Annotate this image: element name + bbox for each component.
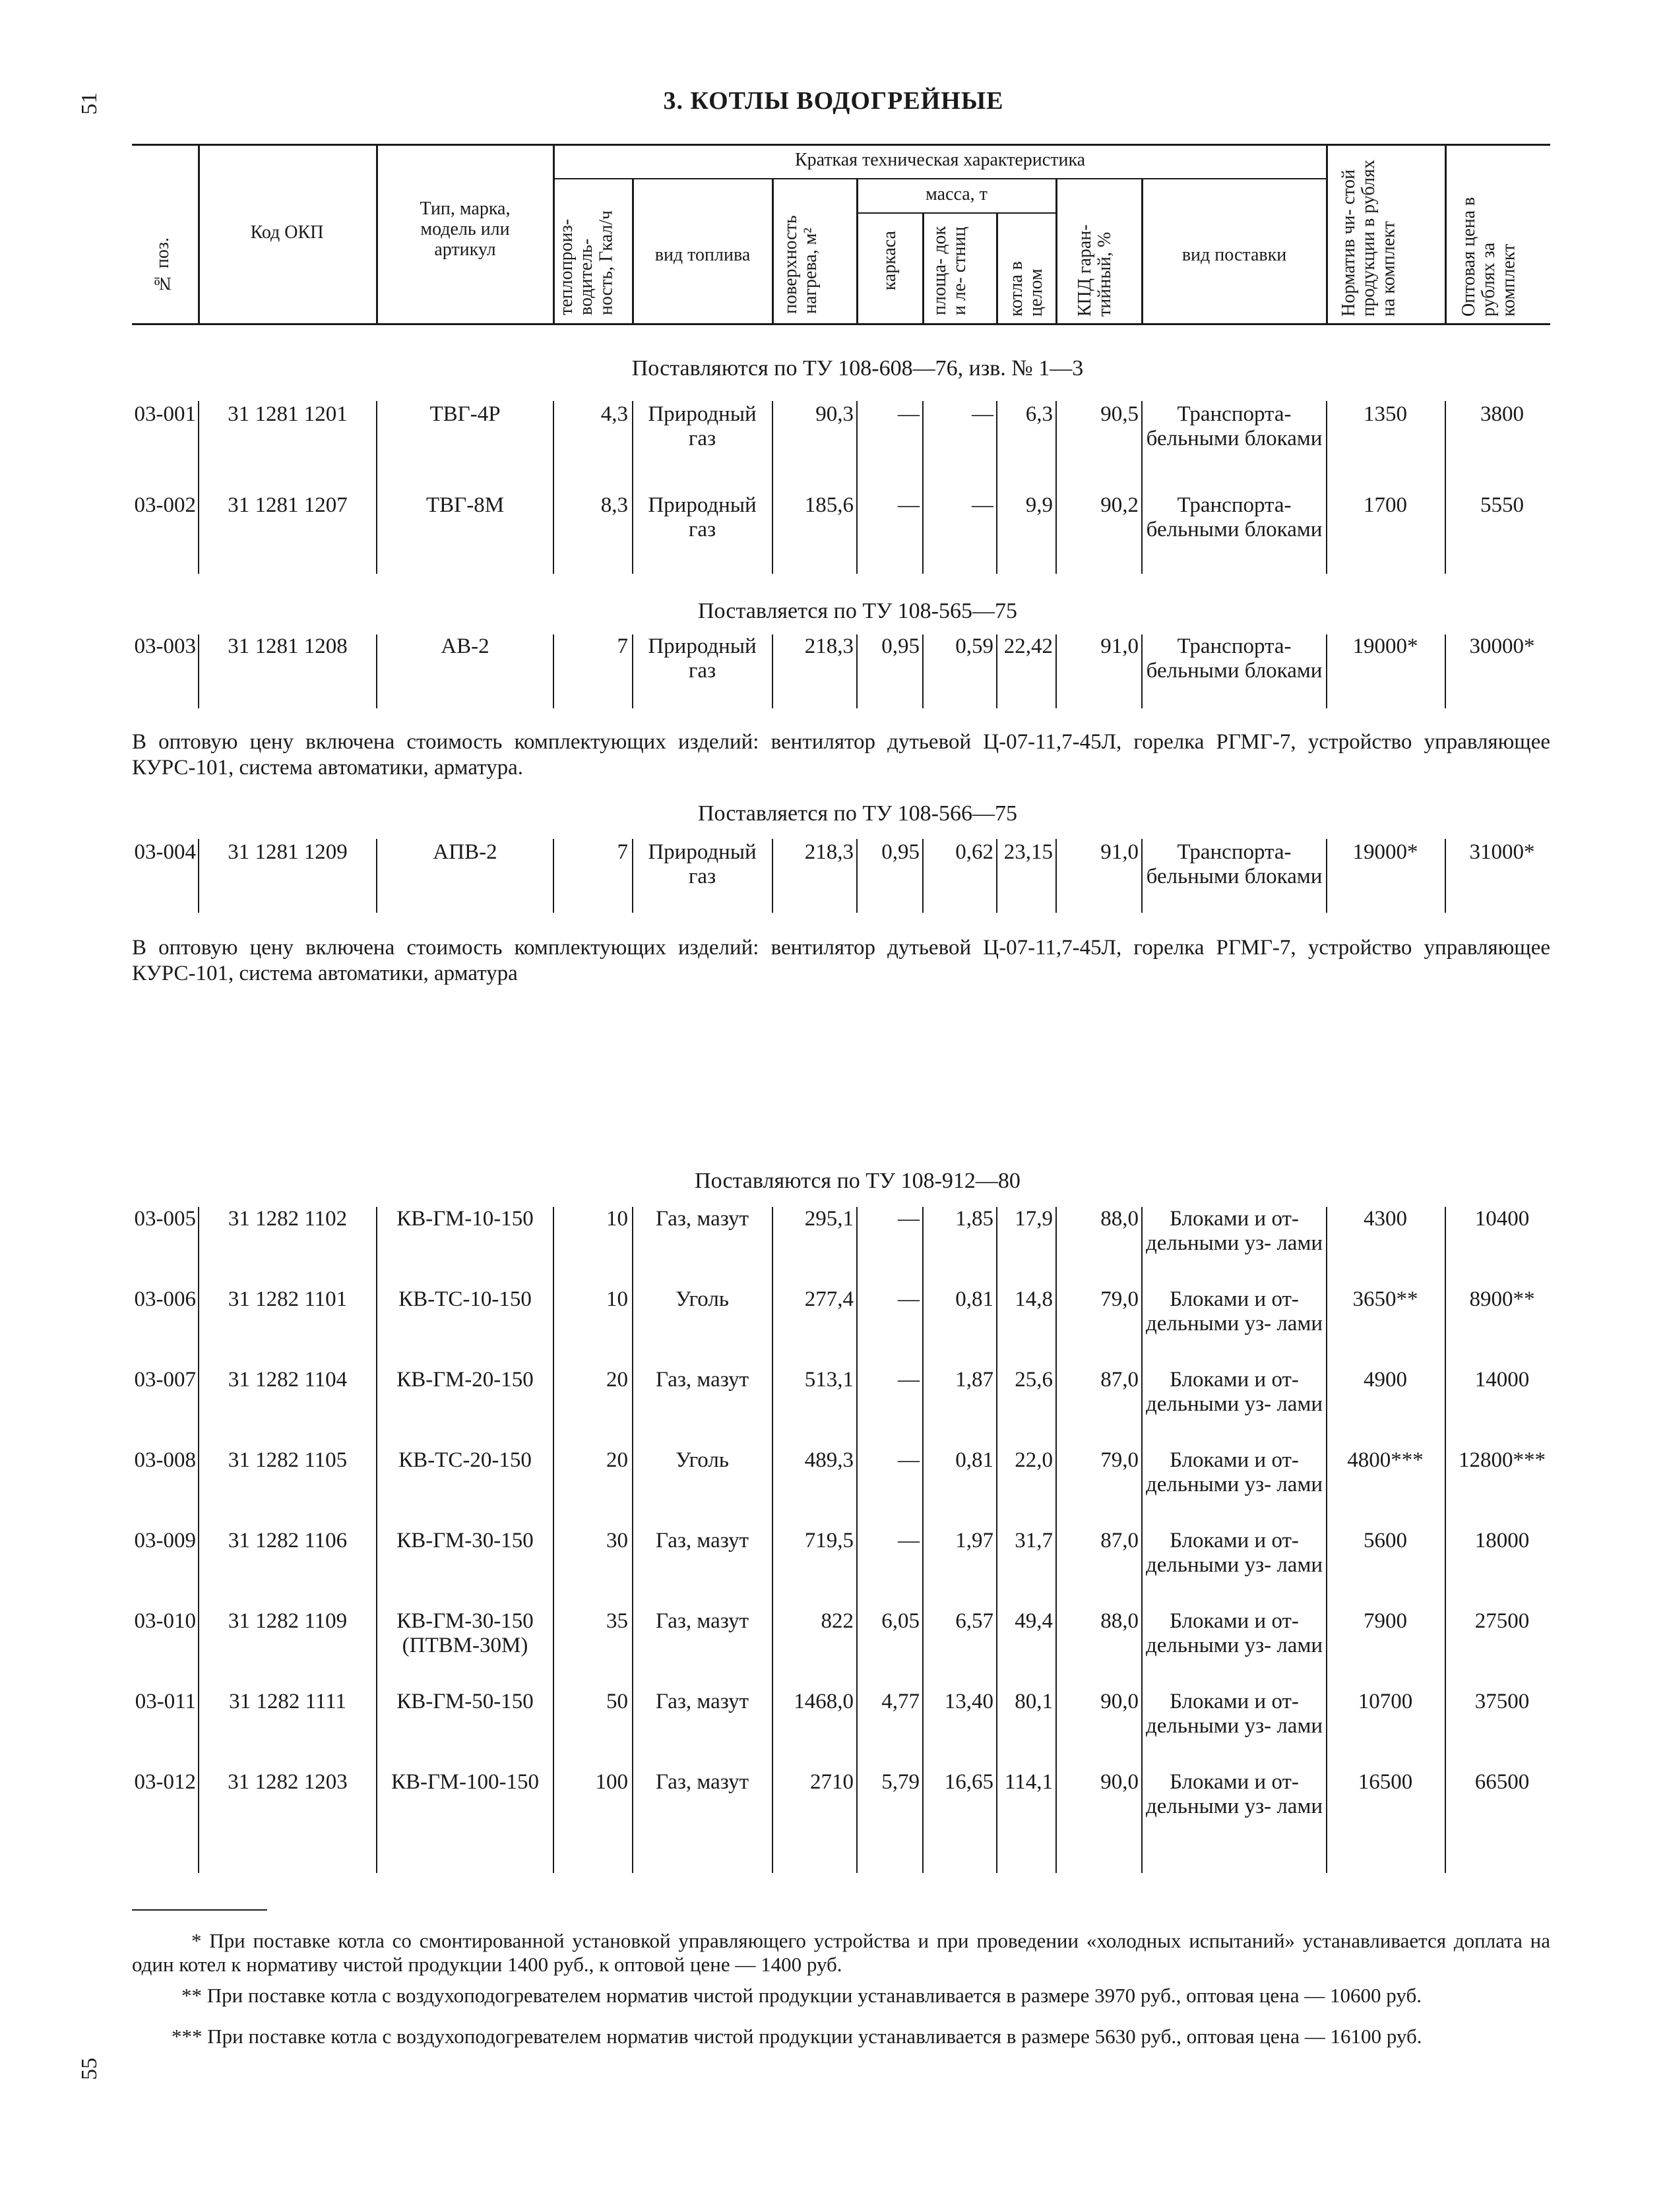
cell-price: 8900**: [1469, 1287, 1535, 1311]
cell-price: 27500: [1474, 1609, 1530, 1633]
cell-mass-frame: 5,79: [881, 1770, 920, 1794]
cell-surface: 2710: [810, 1770, 854, 1794]
cell-okp: 31 1281 1207: [228, 493, 348, 517]
cell-pos: 03-009: [134, 1529, 196, 1552]
cell-mass-total: 17,9: [1015, 1207, 1053, 1231]
header-surface: поверхность нагрева, м²: [780, 215, 821, 314]
cell-surface: 489,3: [804, 1448, 854, 1472]
cell-surface: 513,1: [804, 1368, 854, 1392]
cell-mass-total: 49,4: [1015, 1609, 1053, 1633]
footnote: * При поставке котла со смонтированной установкой управляющего устройства и при проведении «холодных испытаний» устанавливается доплата на один котел к нормативу чистой продукции 1400 руб., к оптовой цене — 1400 руб.: [132, 1929, 1550, 1976]
cell-okp: 31 1281 1201: [228, 402, 348, 426]
cell-okp: 31 1281 1208: [228, 634, 348, 658]
cell-norm: 4300: [1364, 1207, 1407, 1231]
section-heading: Поставляются по ТУ 108-912—80: [695, 1169, 1021, 1193]
cell-price: 12800***: [1459, 1448, 1546, 1472]
cell-type: АВ-2: [441, 634, 489, 658]
cell-delivery: Блоками и от- дельными уз- лами: [1145, 1287, 1323, 1336]
header-okp: Код ОКП: [250, 222, 324, 243]
cell-fuel: Газ, мазут: [655, 1207, 749, 1231]
header-mass: масса, т: [926, 184, 988, 204]
cell-mass-platform: 0,59: [955, 634, 993, 658]
cell-norm: 4900: [1364, 1368, 1407, 1392]
cell-pos: 03-006: [134, 1287, 196, 1311]
page-title: 3. КОТЛЫ ВОДОГРЕЙНЫЕ: [663, 87, 1004, 115]
cell-fuel: Газ, мазут: [655, 1770, 749, 1794]
header-efficiency: КПД гаран- тийный, %: [1075, 224, 1116, 317]
header-pos: № поз.: [152, 237, 173, 294]
cell-pos: 03-012: [134, 1770, 196, 1794]
cell-okp: 31 1281 1209: [228, 840, 348, 864]
cell-delivery: Блоками и от- дельными уз- лами: [1145, 1368, 1323, 1416]
header-mass-platform: площа- док и ле- стниц: [929, 226, 970, 315]
cell-pos: 03-004: [134, 840, 196, 864]
cell-efficiency: 91,0: [1100, 840, 1139, 864]
cell-mass-frame: —: [898, 1448, 920, 1472]
cell-mass-frame: 4,77: [881, 1690, 920, 1713]
header-fuel: вид топлива: [654, 245, 751, 265]
cell-norm: 19000*: [1352, 840, 1418, 864]
cell-capacity: 35: [606, 1609, 628, 1633]
cell-capacity: 10: [606, 1207, 628, 1231]
page-number-top: 51: [77, 92, 102, 115]
cell-mass-platform: 1,87: [955, 1368, 993, 1392]
header-tech: Краткая техническая характеристика: [794, 150, 1086, 170]
cell-delivery: Блоками и от- дельными уз- лами: [1145, 1690, 1323, 1738]
cell-pos: 03-005: [134, 1207, 196, 1231]
cell-pos: 03-001: [134, 402, 196, 426]
cell-surface: 1468,0: [794, 1690, 854, 1713]
cell-mass-platform: —: [972, 402, 993, 426]
cell-capacity: 20: [606, 1448, 628, 1472]
cell-price: 10400: [1474, 1207, 1530, 1231]
cell-mass-total: 22,42: [1003, 634, 1053, 658]
cell-mass-frame: —: [898, 1529, 920, 1552]
cell-pos: 03-003: [134, 634, 196, 658]
section-heading: Поставляется по ТУ 108-565—75: [697, 599, 1018, 623]
cell-mass-total: 22,0: [1015, 1448, 1053, 1472]
cell-mass-platform: 1,97: [955, 1529, 993, 1552]
cell-surface: 218,3: [804, 840, 854, 864]
cell-norm: 5600: [1364, 1529, 1407, 1552]
cell-pos: 03-008: [134, 1448, 196, 1472]
cell-surface: 822: [821, 1609, 854, 1633]
cell-okp: 31 1282 1105: [228, 1448, 348, 1472]
cell-norm: 3650**: [1352, 1287, 1418, 1311]
cell-price: 66500: [1474, 1770, 1530, 1794]
cell-mass-frame: —: [898, 1287, 920, 1311]
cell-efficiency: 91,0: [1100, 634, 1139, 658]
cell-mass-frame: —: [898, 493, 920, 517]
cell-efficiency: 90,0: [1100, 1770, 1139, 1794]
cell-capacity: 100: [595, 1770, 628, 1794]
cell-mass-total: 25,6: [1015, 1368, 1053, 1392]
cell-pos: 03-007: [134, 1368, 196, 1392]
cell-surface: 218,3: [804, 634, 854, 658]
cell-type: АПВ-2: [433, 840, 497, 864]
cell-mass-platform: 6,57: [955, 1609, 993, 1633]
cell-capacity: 8,3: [600, 493, 628, 517]
cell-surface: 295,1: [804, 1207, 854, 1231]
cell-norm: 4800***: [1347, 1448, 1424, 1472]
cell-mass-total: 23,15: [1003, 840, 1053, 864]
cell-mass-frame: 0,95: [881, 840, 920, 864]
cell-mass-platform: 0,81: [955, 1448, 993, 1472]
cell-mass-platform: 0,62: [955, 840, 993, 864]
cell-capacity: 4,3: [600, 402, 628, 426]
cell-norm: 1350: [1364, 402, 1407, 426]
cell-fuel: Уголь: [676, 1448, 729, 1472]
cell-efficiency: 90,0: [1100, 1690, 1139, 1713]
cell-surface: 185,6: [804, 493, 854, 517]
cell-okp: 31 1282 1109: [228, 1609, 348, 1633]
cell-mass-total: 114,1: [1004, 1770, 1053, 1794]
cell-type: ТВГ-8М: [425, 493, 505, 517]
cell-norm: 10700: [1358, 1690, 1413, 1713]
cell-delivery: Транспорта- бельными блоками: [1146, 840, 1323, 888]
cell-mass-platform: 16,65: [944, 1770, 993, 1794]
cell-efficiency: 90,5: [1100, 402, 1139, 426]
cell-type: КВ-ГМ-20-150: [396, 1368, 534, 1392]
cell-type: КВ-ТС-10-150: [398, 1287, 532, 1311]
cell-mass-frame: —: [898, 1368, 920, 1392]
cell-mass-total: 6,3: [1025, 402, 1053, 426]
cell-fuel: Природный газ: [648, 840, 757, 888]
cell-mass-frame: —: [898, 402, 920, 426]
note-text: В оптовую цену включена стоимость комплектующих изделий: вентилятор дутьевой Ц-07-11,7-45Л, горелка РГМГ-7, устройство управляющее КУРС-101, система автоматики, арматура: [132, 936, 1550, 985]
cell-type: КВ-ТС-20-150: [398, 1448, 532, 1472]
cell-mass-total: 9,9: [1025, 493, 1053, 517]
cell-delivery: Транспорта- бельными блоками: [1146, 402, 1323, 450]
cell-norm: 19000*: [1352, 634, 1418, 658]
cell-norm: 1700: [1364, 493, 1407, 517]
cell-okp: 31 1282 1111: [229, 1690, 346, 1713]
cell-norm: 16500: [1358, 1770, 1413, 1794]
header-norm: Норматив чи- стой продукции в рублях на комплект: [1338, 160, 1399, 317]
cell-fuel: Природный газ: [648, 634, 757, 683]
cell-capacity: 30: [606, 1529, 628, 1552]
cell-fuel: Газ, мазут: [655, 1690, 749, 1713]
cell-okp: 31 1282 1203: [228, 1770, 348, 1794]
cell-okp: 31 1282 1104: [228, 1368, 348, 1392]
cell-surface: 90,3: [815, 402, 854, 426]
cell-price: 37500: [1474, 1690, 1530, 1713]
note-text: В оптовую цену включена стоимость комплектующих изделий: вентилятор дутьевой Ц-07-11,7-45Л, горелка РГМГ-7, устройство управляющее КУРС-101, система автоматики, арматура.: [132, 730, 1550, 780]
cell-fuel: Уголь: [676, 1287, 729, 1311]
cell-mass-total: 80,1: [1015, 1690, 1053, 1713]
header-mass-total: котла в целом: [1006, 261, 1047, 317]
cell-pos: 03-010: [134, 1609, 196, 1633]
cell-efficiency: 79,0: [1100, 1448, 1139, 1472]
cell-okp: 31 1282 1101: [228, 1287, 348, 1311]
cell-mass-frame: —: [898, 1207, 920, 1231]
cell-type: КВ-ГМ-30-150: [396, 1529, 534, 1552]
cell-okp: 31 1282 1102: [228, 1207, 348, 1231]
cell-efficiency: 87,0: [1100, 1368, 1139, 1392]
cell-mass-frame: 6,05: [881, 1609, 920, 1633]
cell-delivery: Транспорта- бельными блоками: [1146, 634, 1323, 683]
cell-capacity: 7: [617, 634, 628, 658]
page-number-bottom: 55: [77, 2058, 102, 2080]
cell-surface: 277,4: [804, 1287, 854, 1311]
cell-efficiency: 90,2: [1100, 493, 1139, 517]
cell-mass-frame: 0,95: [881, 634, 920, 658]
cell-price: 18000: [1474, 1529, 1530, 1552]
cell-fuel: Природный газ: [648, 402, 757, 450]
cell-type: КВ-ГМ-100-150: [391, 1770, 539, 1794]
section-heading: Поставляется по ТУ 108-566—75: [697, 801, 1018, 826]
cell-norm: 7900: [1364, 1609, 1407, 1633]
cell-pos: 03-002: [134, 493, 196, 517]
cell-surface: 719,5: [804, 1529, 854, 1552]
cell-mass-platform: 0,81: [955, 1287, 993, 1311]
cell-mass-platform: 13,40: [944, 1690, 993, 1713]
cell-efficiency: 88,0: [1100, 1609, 1139, 1633]
cell-efficiency: 87,0: [1100, 1529, 1139, 1552]
header-delivery: вид поставки: [1181, 245, 1287, 265]
footnote: ** При поставке котла с воздухоподогревателем норматив чистой продукции устанавливается в размере 3970 руб., оптовая цена — 10600 руб.: [181, 1984, 1422, 2007]
cell-type: ТВГ-4Р: [429, 402, 501, 426]
cell-delivery: Блоками и от- дельными уз- лами: [1145, 1609, 1323, 1657]
cell-delivery: Блоками и от- дельными уз- лами: [1145, 1529, 1323, 1577]
cell-delivery: Блоками и от- дельными уз- лами: [1145, 1770, 1323, 1818]
cell-capacity: 7: [617, 840, 628, 864]
cell-mass-platform: 1,85: [955, 1207, 993, 1231]
cell-delivery: Блоками и от- дельными уз- лами: [1145, 1448, 1323, 1496]
cell-price: 3800: [1480, 402, 1524, 426]
cell-price: 14000: [1474, 1368, 1530, 1392]
cell-capacity: 10: [606, 1287, 628, 1311]
cell-capacity: 20: [606, 1368, 628, 1392]
cell-mass-platform: —: [972, 493, 993, 517]
cell-pos: 03-011: [135, 1690, 196, 1713]
cell-mass-total: 14,8: [1015, 1287, 1053, 1311]
cell-price: 5550: [1480, 493, 1524, 517]
cell-capacity: 50: [606, 1690, 628, 1713]
cell-price: 30000*: [1469, 634, 1535, 658]
cell-efficiency: 79,0: [1100, 1287, 1139, 1311]
cell-fuel: Природный газ: [648, 493, 757, 541]
footnote-rule: [132, 1909, 267, 1911]
cell-price: 31000*: [1469, 840, 1535, 864]
cell-delivery: Транспорта- бельными блоками: [1146, 493, 1323, 541]
section-heading: Поставляются по ТУ 108-608—76, изв. № 1—3: [631, 356, 1084, 381]
header-mass-frame: каркаса: [879, 231, 900, 291]
cell-type: КВ-ГМ-10-150: [396, 1207, 534, 1231]
cell-delivery: Блоками и от- дельными уз- лами: [1145, 1207, 1323, 1255]
cell-type: КВ-ГМ-50-150: [396, 1690, 534, 1713]
cell-efficiency: 88,0: [1100, 1207, 1139, 1231]
header-price: Оптовая цена в рублях за комплект: [1459, 197, 1519, 317]
footnote: *** При поставке котла с воздухоподогревателем норматив чистой продукции устанавливается в размере 5630 руб., оптовая цена — 16100 руб.: [172, 2025, 1422, 2048]
cell-okp: 31 1282 1106: [228, 1529, 348, 1552]
header-type: Тип, марка, модель или артикул: [420, 199, 511, 260]
cell-mass-total: 31,7: [1015, 1529, 1053, 1552]
header-capacity: теплопроиз- водитель- ность, Гкал/ч: [556, 210, 617, 315]
cell-fuel: Газ, мазут: [655, 1529, 749, 1552]
cell-type: КВ-ГМ-30-150 (ПТВМ-30М): [396, 1609, 534, 1657]
cell-fuel: Газ, мазут: [655, 1368, 749, 1392]
cell-fuel: Газ, мазут: [655, 1609, 749, 1633]
